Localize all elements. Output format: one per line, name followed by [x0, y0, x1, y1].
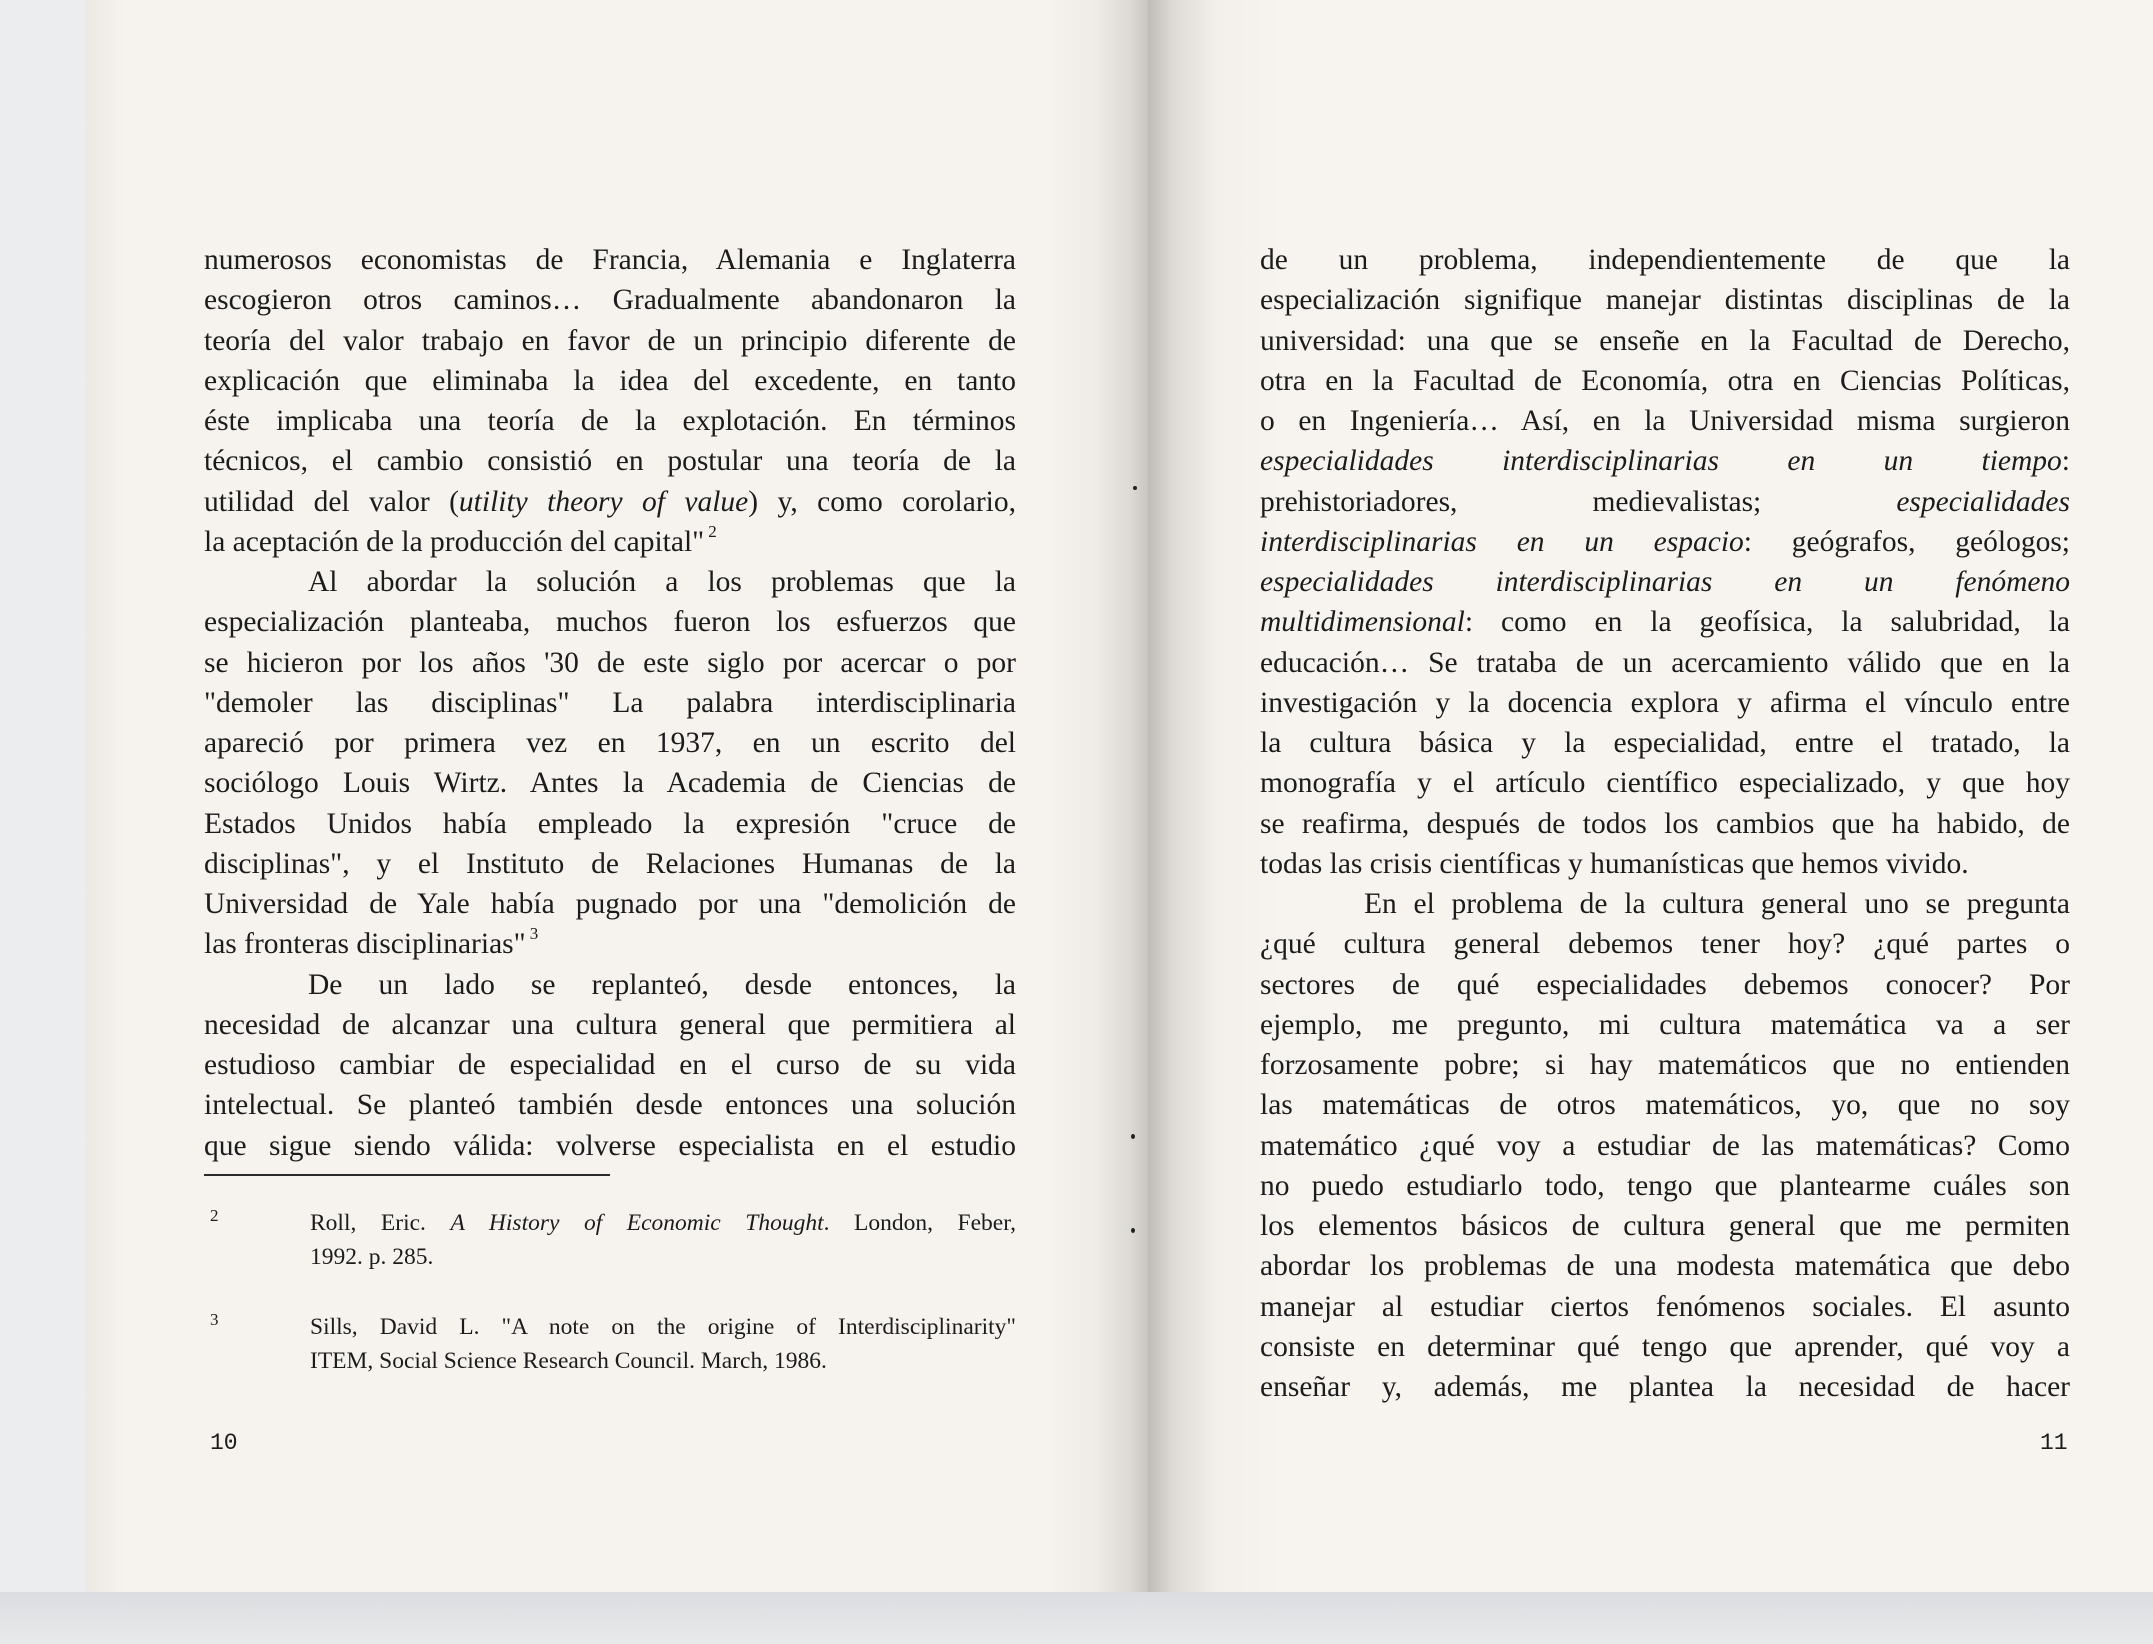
text-line: forzosamente pobre; si hay matemáticos que no entienden	[1260, 1049, 2070, 1081]
text-line: monografía y el artículo científico especializado, y que hoy	[1260, 767, 2070, 800]
page-number-right: 11	[2040, 1430, 2068, 1456]
text-line: universidad: una que se enseñe en la Facultad de Derecho,	[1260, 324, 2070, 357]
italic-term: especialidades interdisciplinarias en un fenómeno	[1260, 566, 2070, 598]
text-line: consiste en determinar qué tengo que aprender, qué voy a	[1260, 1330, 2070, 1363]
scan-speck	[1133, 486, 1137, 490]
footnote-title: A History of Economic Thought	[450, 1210, 824, 1236]
footnote-line: Roll, Eric. A History of Economic Thought. London, Feber,	[310, 1210, 1016, 1236]
text-line: escogieron otros caminos… Gradualmente abandonaron la	[204, 284, 1016, 317]
right-page-body	[1260, 240, 2070, 1407]
text-line: no puedo estudiarlo todo, tengo que plantearme cuáles son	[1260, 1169, 2070, 1202]
footnote-2	[310, 1206, 1016, 1274]
text-line: ¿qué cultura general debemos tener hoy? ¿qué partes o	[1260, 928, 2070, 961]
footnote-marker: 2	[708, 521, 717, 541]
text-line: intelectual. Se planteó también desde entonces una solución	[204, 1089, 1016, 1122]
text-line: se hicieron por los años '30 de este siglo por acercar o por	[204, 646, 1016, 679]
text-line: apareció por primera vez en 1937, en un escrito del	[204, 727, 1016, 759]
text-line: explicación que eliminaba la idea del excedente, en tanto	[204, 364, 1016, 397]
text-line: la aceptación de la producción del capital" $^2$	[204, 521, 717, 558]
footnote-line: Sills, David L. "A note on the origine of Interdisciplinarity"	[310, 1314, 1016, 1340]
footnote-number: 3	[210, 1310, 219, 1329]
text-line	[1260, 562, 2070, 602]
text-line: que sigue siendo válida: volverse especialista en el estudio	[204, 1129, 1016, 1162]
italic-term: multidimensional	[1260, 606, 1465, 639]
footnote-3	[310, 1310, 1016, 1378]
text-line: manejar al estudiar ciertos fenómenos sociales. El asunto	[1260, 1290, 2070, 1323]
text-line: sociólogo Louis Wirtz. Antes la Academia de Ciencias de	[204, 767, 1016, 800]
text-line: enseñar y, además, me plantea la necesidad de hacer	[1260, 1371, 2070, 1403]
left-page-body	[204, 240, 1016, 1166]
text-line: se reafirma, después de todos los cambios que ha habido, de	[1260, 807, 2070, 840]
text-line: de un problema, independientemente de que la	[1260, 244, 2070, 276]
text-line: matemático ¿qué voy a estudiar de las matemáticas? Como	[1260, 1129, 2070, 1162]
footnote-line: 1992. p. 285.	[310, 1244, 434, 1270]
page-number-left: 10	[210, 1430, 238, 1456]
text-line: Estados Unidos había empleado la expresión "cruce de	[204, 807, 1016, 840]
text-line: éste implicaba una teoría de la explotación. En términos	[204, 405, 1016, 437]
text-line: interdisciplinarias en un espacio: geógrafos, geólogos;	[1260, 525, 2071, 558]
italic-term: utility theory of value	[458, 485, 749, 518]
italic-term: interdisciplinarias en un espacio	[1260, 525, 1744, 558]
text-line: especialidades interdisciplinarias en un tiempo:	[1260, 445, 2070, 478]
text-line: De un lado se replanteó, desde entonces, la	[308, 968, 1016, 1001]
text-line: abordar los problemas de una modesta matemática que debo	[1260, 1250, 2070, 1283]
text-line: todas las crisis científicas y humanísticas que hemos vivido.	[1260, 847, 1969, 880]
text-line: las fronteras disciplinarias" $^3$	[204, 924, 539, 961]
text-line: estudioso cambiar de especialidad en el curso de su vida	[204, 1049, 1016, 1081]
text-line: educación… Se trataba de un acercamiento válido que en la	[1260, 646, 2070, 679]
text-line: prehistoriadores, medievalistas; especialidades	[1260, 485, 2070, 518]
text-line: En el problema de la cultura general uno se pregunta	[1364, 888, 2070, 920]
italic-term: especialidades interdisciplinarias en un tiempo	[1260, 445, 2062, 478]
text-line: investigación y la docencia explora y afirma el vínculo entre	[1260, 686, 2070, 719]
text-line: técnicos, el cambio consistió en postular una teoría de la	[204, 445, 1016, 478]
text-line: multidimensional: como en la geofísica, la salubridad, la	[1260, 606, 2070, 639]
text-line: especialización planteaba, muchos fueron los esfuerzos que	[204, 606, 1016, 639]
text-line: utilidad del valor (utility theory of value) y, como corolario,	[204, 485, 1016, 518]
text-line: "demoler las disciplinas" La palabra interdisciplinaria	[204, 686, 1016, 719]
footnote-line: ITEM, Social Science Research Council. March, 1986.	[310, 1348, 827, 1374]
italic-term: especialidades	[1896, 485, 2070, 518]
text-line: las matemáticas de otros matemáticos, yo, que no soy	[1260, 1089, 2070, 1122]
text-line: especialización signifique manejar distintas disciplinas de la	[1260, 284, 2070, 317]
footnote-marker: 3	[529, 924, 539, 944]
footnote-separator	[204, 1174, 610, 1176]
text-line: los elementos básicos de cultura general que me permiten	[1260, 1210, 2070, 1242]
text-line: disciplinas", y el Instituto de Relaciones Humanas de la	[204, 847, 1016, 880]
text-line: otra en la Facultad de Economía, otra en Ciencias Políticas,	[1260, 364, 2070, 397]
text-line: sectores de qué especialidades debemos conocer? Por	[1260, 968, 2070, 1001]
footnote-number: 2	[210, 1206, 219, 1225]
text-line: teoría del valor trabajo en favor de un principio diferente de	[204, 324, 1016, 357]
scan-speck	[1131, 1228, 1135, 1233]
scan-speck	[1131, 1134, 1135, 1139]
text-line: la cultura básica y la especialidad, entre el tratado, la	[1260, 727, 2070, 759]
scan-background	[0, 1592, 2153, 1644]
text-line: necesidad de alcanzar una cultura general que permitiera al	[204, 1008, 1016, 1041]
text-line: o en Ingeniería… Así, en la Universidad misma surgieron	[1260, 405, 2070, 437]
text-line: numerosos economistas de Francia, Alemania e Inglaterra	[204, 244, 1016, 276]
text-line: ejemplo, me pregunto, mi cultura matemática va a ser	[1260, 1008, 2070, 1041]
text-line: Universidad de Yale había pugnado por una "demolición de	[204, 888, 1016, 920]
text-line: Al abordar la solución a los problemas que la	[308, 566, 1016, 598]
